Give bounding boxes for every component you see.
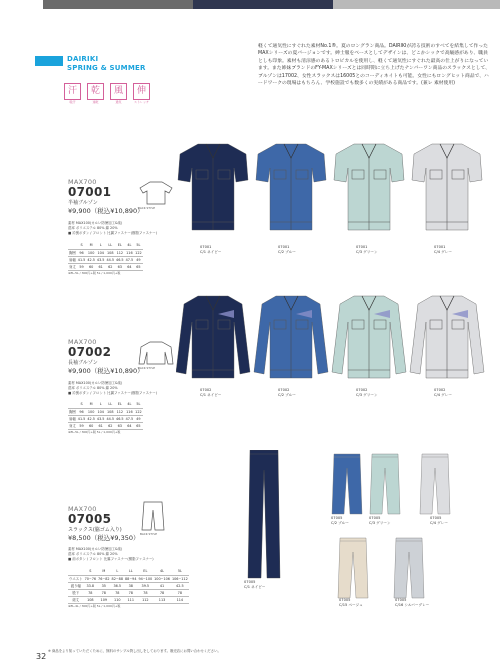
series-label: MAX700	[68, 338, 97, 346]
back-style-07001	[138, 180, 174, 210]
product-name: スラックス(脇ゴム入り)	[68, 527, 122, 533]
feature-caption: 通気	[115, 100, 122, 104]
variant-caption: 07005 C/4 グレー	[430, 516, 448, 525]
table-row: S M L LL EL 4L 5L	[68, 242, 143, 249]
variant-caption: 07005 C/16 シルバーグレー	[395, 598, 430, 607]
product-meta: 素材 MAX100(カルい防暑加工&楽) 混率 ポリエステル 80% 綿 20% ■ 衿裏ボタン / フロント 比翼ファスナー(樹脂ファスナー)	[68, 221, 158, 235]
product-07002-photos	[176, 292, 486, 384]
variant-caption: 07002 C/2 ブルー	[278, 388, 296, 397]
product-meta: 素材 MAX100(カルい防暑加工&楽) 混率 ポリエステル 80% 綿 20% ■ 前ボタン / フロント 比翼ファスナー(樹脂ファスナー)	[68, 547, 154, 561]
intro-text: 軽くて通気性にすぐれた素材No.1®。夏のロングラン商品。DAIRIKIが誇る技術のすべてを結集して作ったMAXシリーズの夏バージョンです。紳士服をベースとしてデザインは、どこかシックで高級感があり、職員としも印象。素材も清涼感のあるトロピカルを使用し、軽くて通気性にすぐれた最高の仕上がりになっています。また姉妹ブランドのFY-MAXシリーズとは同時期に立ち上げたナンバーワン商品のスラックスとして、ブルゾンは17002、女性スラックスは16005とのコーディネイトも可能。女性にもロングヒット商品で、ハードワークの現場はもちろん、学校施設でも数多くの実績がある商品です。(兼レ 素材使用)	[258, 44, 490, 87]
feature-icons	[64, 83, 150, 105]
feature-caption: 吸汗	[69, 100, 76, 104]
variant-caption: 07002 C/3 グリーン	[356, 388, 378, 397]
table-row: 渡り幅 33.8 35 36.5 38 39.5 41 42.5	[68, 582, 189, 589]
table-row: 総丈 108 109 110 111 112 113 114	[68, 596, 189, 603]
page-number: 32	[36, 652, 47, 661]
brand-accent-bar	[35, 56, 63, 66]
product-price: ¥9,900（税込¥10,890）	[68, 367, 144, 375]
size-note: ※EL-5L / 300円+税 5L / 1,000円+税	[68, 270, 121, 275]
product-meta: 素材 MAX100(カルい防暑加工&楽) 混率 ポリエステル 80% 綿 20% ■ 衿裏ボタン / フロント 比翼ファスナー(樹脂ファスナー)	[68, 381, 158, 395]
table-row: 肩幅 41.5 42.5 43.5 44.5 46.5 47.5 49	[68, 415, 143, 422]
table-row: 股下 78 78 78 78 78 78 78	[68, 589, 189, 596]
variant-caption: 07002 C/1 ネイビー	[200, 388, 222, 397]
size-table-07001	[68, 242, 143, 275]
footnote: ※ 商品をより知っていただくために、無料のサンプル貸し出しをしております。販売店にお問い合わせください。	[48, 649, 221, 653]
back-style-label: BACK STYLE	[138, 206, 155, 210]
variant-caption: 07005 C/3 グリーン	[369, 516, 391, 525]
product-07002-info	[68, 338, 144, 375]
size-note: ※EL-5L / 300円+税 5L / 1,000円+税	[68, 429, 121, 434]
table-row: 胸囲 96 100 104 108 112 116 122	[69, 409, 142, 414]
product-number: 07002	[68, 345, 112, 359]
sweat-icon: 汗 吸汗	[64, 83, 81, 105]
table-row: 身丈 59 60 61 62 63 64 65	[68, 422, 143, 429]
table-row: 胸囲 96 100 104 108 112 116 122	[69, 250, 142, 255]
series-label: MAX700	[68, 178, 97, 186]
jacket-photos-07001	[176, 138, 486, 238]
back-style-sketch-icon	[138, 180, 174, 206]
size-note: ※EL-4L / 300円+税 5L / 1,000円+税	[68, 603, 121, 608]
back-style-sketch-icon	[138, 340, 174, 366]
variant-caption: 07005 C/15 ベージュ	[339, 598, 363, 607]
back-style-07005	[140, 500, 166, 536]
brand-title	[67, 55, 146, 73]
product-07005-info	[68, 505, 140, 542]
series-label: MAX700	[68, 505, 97, 513]
size-table-07005	[68, 568, 189, 608]
back-style-sketch-icon	[140, 500, 166, 532]
slacks-photos-07005	[244, 450, 494, 620]
variant-caption: 07001 C/1 ネイビー	[200, 245, 222, 254]
table-row: ウエスト 70~76 76~82 82~88 88~94 94~100 100~106 106~112	[69, 576, 188, 581]
stretch-icon: 伸 ストレッチ	[133, 83, 150, 105]
brand-line-1: DAIRIKI	[67, 55, 99, 63]
table-row: S M L LL EL 4L 5L	[68, 401, 143, 408]
ventilation-icon: 風 通気	[110, 83, 127, 105]
product-number: 07001	[68, 185, 112, 199]
product-price: ¥8,500（税込¥9,350）	[68, 534, 140, 542]
size-table-07002	[68, 401, 143, 434]
top-color-bar	[43, 0, 500, 12]
product-name: 半袖ブルゾン	[68, 200, 98, 206]
back-style-label: BACK STYLE	[138, 366, 155, 370]
table-row: S M L LL EL 4L 5L	[68, 568, 189, 575]
table-row: 身丈 59 60 61 62 63 64 65	[68, 263, 143, 270]
variant-caption: 07005 C/2 ブルー	[331, 516, 349, 525]
feature-caption: ストレッチ	[134, 100, 149, 104]
variant-caption: 07001 C/3 グリーン	[356, 245, 378, 254]
variant-caption: 07001 C/4 グレー	[434, 245, 452, 254]
back-style-label: BACK STYLE	[140, 532, 157, 536]
product-number: 07005	[68, 512, 112, 526]
back-style-07002	[138, 340, 174, 370]
product-name: 長袖ブルゾン	[68, 360, 98, 366]
product-07001-info	[68, 178, 144, 215]
jacket-photos-07002	[176, 292, 486, 384]
variant-caption: 07001 C/2 ブルー	[278, 245, 296, 254]
dry-icon: 乾 速乾	[87, 83, 104, 105]
brand-line-2: SPRING & SUMMER	[67, 64, 146, 72]
product-07001-photos	[176, 138, 486, 238]
product-price: ¥9,900（税込¥10,890）	[68, 207, 144, 215]
feature-caption: 速乾	[92, 100, 99, 104]
variant-caption: 07005 C/1 ネイビー	[244, 580, 266, 589]
table-row: 肩幅 41.5 42.5 43.5 44.5 46.5 47.5 49	[68, 256, 143, 263]
product-07005-photos	[244, 450, 494, 620]
variant-caption: 07002 C/4 グレー	[434, 388, 452, 397]
